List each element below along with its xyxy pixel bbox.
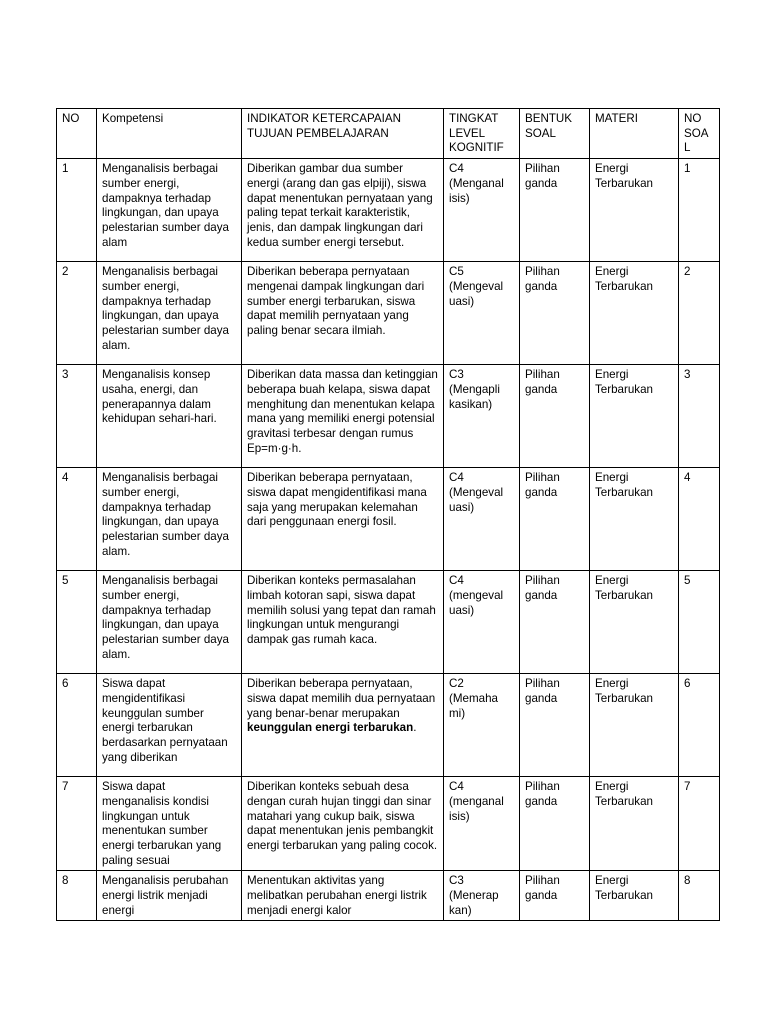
cell-indikator bbox=[242, 674, 444, 777]
table-row bbox=[57, 871, 720, 921]
cell-indikator: Diberikan gambar dua sumber energi (arang dan gas elpiji), siswa dapat menentukan pernyataan yang paling tepat terkait karakteristik, jenis, dan dampak lingkungan dari kedua sumber energi tersebut. bbox=[242, 159, 444, 262]
cell-nosoal: 7 bbox=[679, 777, 720, 871]
table-row bbox=[57, 777, 720, 871]
cell-materi: Energi Terbarukan bbox=[590, 365, 679, 468]
header-no: NO bbox=[57, 109, 97, 159]
cell-nosoal: 8 bbox=[679, 871, 720, 921]
cell-no: 5 bbox=[57, 571, 97, 674]
cell-kompetensi: Menganalisis berbagai sumber energi, dampaknya terhadap lingkungan, dan upaya pelestarian sumber daya alam. bbox=[97, 571, 242, 674]
cell-kompetensi: Menganalisis konsep usaha, energi, dan penerapannya dalam kehidupan sehari-hari. bbox=[97, 365, 242, 468]
header-materi: MATERI bbox=[590, 109, 679, 159]
header-indikator: INDIKATOR KETERCAPAIAN TUJUAN PEMBELAJARAN bbox=[242, 109, 444, 159]
cell-indikator: Diberikan beberapa pernyataan mengenai dampak lingkungan dari sumber energi terbarukan, siswa dapat memilih pernyataan yang paling benar secara ilmiah. bbox=[242, 262, 444, 365]
cell-kompetensi: Menganalisis berbagai sumber energi, dampaknya terhadap lingkungan, dan upaya pelestarian sumber daya alam. bbox=[97, 262, 242, 365]
cell-tingkat: C4 (mengeval uasi) bbox=[444, 571, 520, 674]
header-nosoal: NO SOAL bbox=[679, 109, 720, 159]
cell-no: 8 bbox=[57, 871, 97, 921]
cell-nosoal: 1 bbox=[679, 159, 720, 262]
cell-bentuk: Pilihan ganda bbox=[520, 674, 590, 777]
cell-nosoal: 4 bbox=[679, 468, 720, 571]
cell-indikator: Diberikan konteks permasalahan limbah kotoran sapi, siswa dapat memilih solusi yang tepat dan ramah lingkungan untuk mengurangi dampak gas rumah kaca. bbox=[242, 571, 444, 674]
cell-indikator: Diberikan data massa dan ketinggian beberapa buah kelapa, siswa dapat menghitung dan menentukan kelapa mana yang memiliki energi potensial gravitasi terbesar dengan rumus Ep=m·g·h. bbox=[242, 365, 444, 468]
cell-indikator: Diberikan beberapa pernyataan, siswa dapat mengidentifikasi mana saja yang merupakan kelemahan dari penggunaan energi fosil. bbox=[242, 468, 444, 571]
cell-tingkat: C3 (Mengapli kasikan) bbox=[444, 365, 520, 468]
table-row bbox=[57, 571, 720, 674]
cell-bentuk: Pilihan ganda bbox=[520, 262, 590, 365]
table-row bbox=[57, 262, 720, 365]
cell-bentuk: Pilihan ganda bbox=[520, 571, 590, 674]
cell-materi: Energi Terbarukan bbox=[590, 777, 679, 871]
cell-materi: Energi Terbarukan bbox=[590, 159, 679, 262]
cell-kompetensi: Siswa dapat menganalisis kondisi lingkungan untuk menentukan sumber energi terbarukan yang paling sesuai bbox=[97, 777, 242, 871]
header-tingkat: TINGKAT LEVEL KOGNITIF bbox=[444, 109, 520, 159]
cell-bentuk: Pilihan ganda bbox=[520, 871, 590, 921]
cell-no: 7 bbox=[57, 777, 97, 871]
cell-nosoal: 2 bbox=[679, 262, 720, 365]
table-row bbox=[57, 674, 720, 777]
cell-tingkat: C5 (Mengeval uasi) bbox=[444, 262, 520, 365]
cell-materi: Energi Terbarukan bbox=[590, 468, 679, 571]
cell-kompetensi: Siswa dapat mengidentifikasi keunggulan sumber energi terbarukan berdasarkan pernyataan yang diberikan bbox=[97, 674, 242, 777]
indikator-text: Diberikan beberapa pernyataan, siswa dapat memilih dua pernyataan yang benar-benar merupakan bbox=[247, 677, 436, 720]
table-row bbox=[57, 365, 720, 468]
cell-kompetensi: Menganalisis berbagai sumber energi, dampaknya terhadap lingkungan, dan upaya pelestarian sumber daya alam. bbox=[97, 468, 242, 571]
cell-tingkat: C4 (Menganal isis) bbox=[444, 159, 520, 262]
indikator-emphasis: keunggulan energi terbarukan bbox=[247, 721, 414, 735]
cell-tingkat: C3 (Menerap kan) bbox=[444, 871, 520, 921]
cell-nosoal: 6 bbox=[679, 674, 720, 777]
cell-tingkat: C4 (Mengeval uasi) bbox=[444, 468, 520, 571]
cell-no: 3 bbox=[57, 365, 97, 468]
header-kompetensi: Kompetensi bbox=[97, 109, 242, 159]
indikator-text-end: . bbox=[413, 721, 417, 735]
header-bentuk: BENTUK SOAL bbox=[520, 109, 590, 159]
table-header-row bbox=[57, 109, 720, 159]
cell-no: 2 bbox=[57, 262, 97, 365]
cell-no: 1 bbox=[57, 159, 97, 262]
cell-bentuk: Pilihan ganda bbox=[520, 777, 590, 871]
cell-kompetensi: Menganalisis berbagai sumber energi, dampaknya terhadap lingkungan, dan upaya pelestarian sumber daya alam bbox=[97, 159, 242, 262]
cell-materi: Energi Terbarukan bbox=[590, 674, 679, 777]
cell-bentuk: Pilihan ganda bbox=[520, 365, 590, 468]
cell-indikator: Menentukan aktivitas yang melibatkan perubahan energi listrik menjadi energi kalor bbox=[242, 871, 444, 921]
cell-bentuk: Pilihan ganda bbox=[520, 159, 590, 262]
cell-bentuk: Pilihan ganda bbox=[520, 468, 590, 571]
cell-kompetensi: Menganalisis perubahan energi listrik menjadi energi bbox=[97, 871, 242, 921]
cell-tingkat: C4 (menganal isis) bbox=[444, 777, 520, 871]
cell-no: 6 bbox=[57, 674, 97, 777]
cell-tingkat: C2 (Memaha mi) bbox=[444, 674, 520, 777]
cell-nosoal: 5 bbox=[679, 571, 720, 674]
table-row bbox=[57, 468, 720, 571]
cell-no: 4 bbox=[57, 468, 97, 571]
cell-materi: Energi Terbarukan bbox=[590, 262, 679, 365]
table-row bbox=[57, 159, 720, 262]
cell-materi: Energi Terbarukan bbox=[590, 571, 679, 674]
kisi-kisi-table bbox=[56, 108, 720, 921]
cell-materi: Energi Terbarukan bbox=[590, 871, 679, 921]
cell-indikator: Diberikan konteks sebuah desa dengan curah hujan tinggi dan sinar matahari yang cukup baik, siswa dapat menentukan jenis pembangkit energi terbarukan yang paling cocok. bbox=[242, 777, 444, 871]
cell-nosoal: 3 bbox=[679, 365, 720, 468]
